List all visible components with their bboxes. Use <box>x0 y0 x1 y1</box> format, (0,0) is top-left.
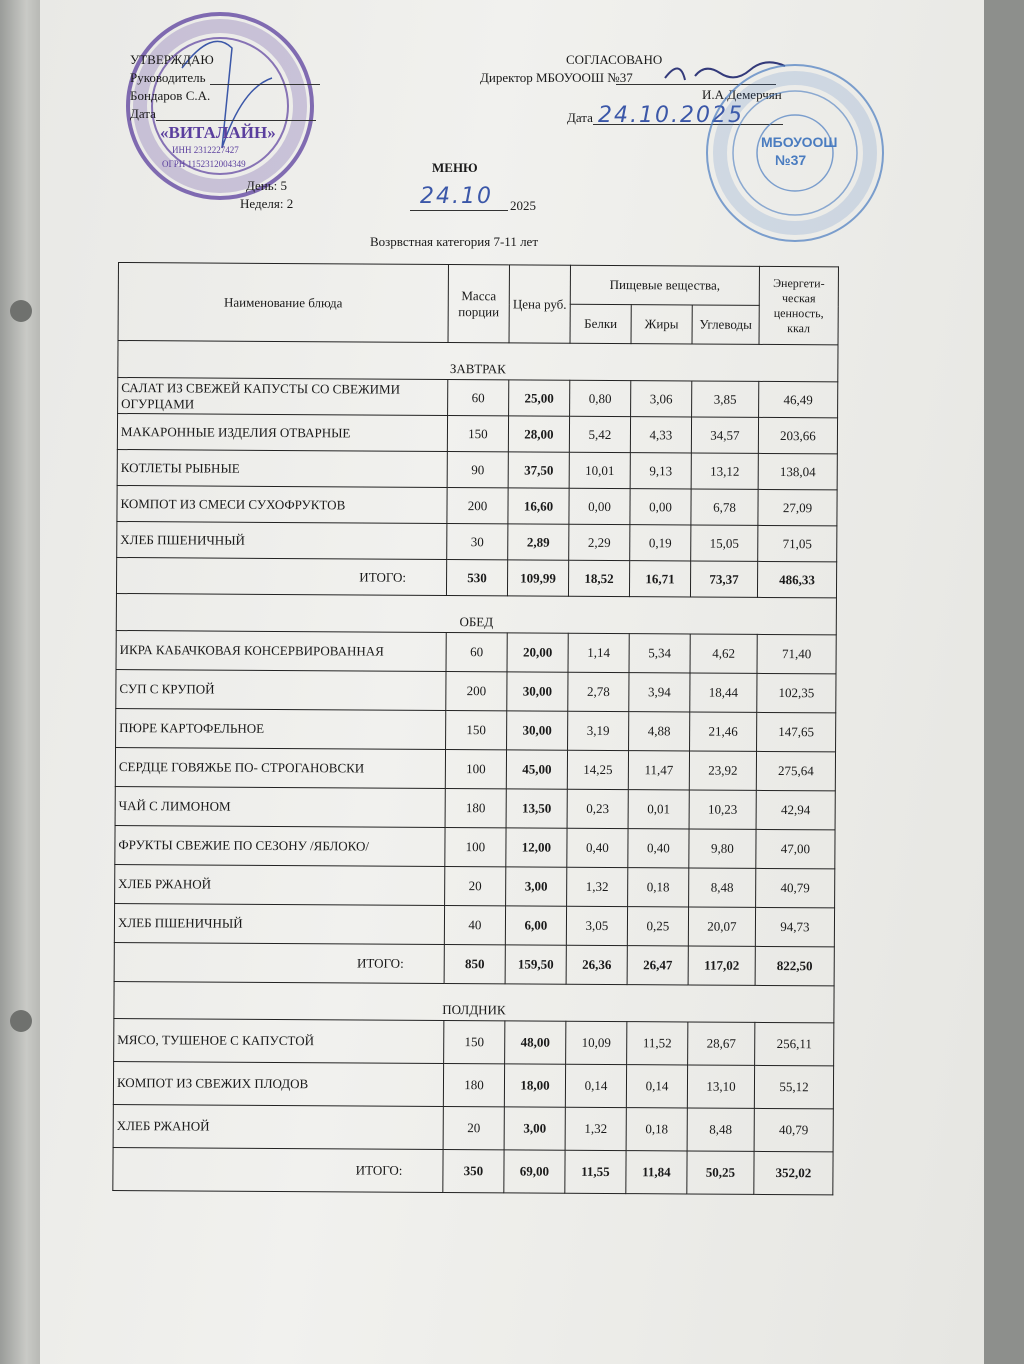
carbs-cell: 20,07 <box>688 907 755 946</box>
price-cell: 6,00 <box>505 906 566 945</box>
total-mass-cell: 530 <box>446 560 507 596</box>
energy-cell: 55,12 <box>754 1065 833 1108</box>
fat-cell: 4,33 <box>630 417 691 453</box>
menu-table <box>112 262 839 1195</box>
energy-cell: 47,00 <box>756 829 835 868</box>
punch-hole <box>10 300 32 322</box>
approve-name: Бондаров С.А. <box>130 88 211 103</box>
table-row <box>113 1061 833 1108</box>
table-row <box>116 669 836 712</box>
protein-cell: 3,05 <box>566 906 627 945</box>
col-energy: Энергети-ческая ценность, ккал <box>759 266 838 344</box>
price-cell: 20,00 <box>507 633 568 672</box>
protein-cell: 0,00 <box>569 488 630 524</box>
total-mass-cell: 350 <box>443 1150 504 1193</box>
price-cell: 3,00 <box>504 1107 565 1150</box>
age-category: Возрвстная категория 7-11 лет <box>370 234 539 249</box>
total-energy-cell: 822,50 <box>755 946 834 985</box>
dish-name-cell: САЛАТ ИЗ СВЕЖЕЙ КАПУСТЫ СО СВЕЖИМИ ОГУРЦАМИ <box>118 378 448 416</box>
stamp-school-name: МБОУООШ <box>761 134 838 150</box>
table-row <box>118 378 838 418</box>
energy-cell: 147,65 <box>757 712 836 751</box>
stamp-company-name: «ВИТАЛАЙН» <box>160 123 276 142</box>
col-price: Цена руб. <box>509 265 570 343</box>
total-row <box>116 557 836 597</box>
total-fat-cell: 26,47 <box>627 946 688 985</box>
protein-cell: 3,19 <box>568 711 629 750</box>
protein-cell: 1,32 <box>567 867 628 906</box>
price-cell: 48,00 <box>505 1021 566 1064</box>
dish-name-cell: ФРУКТЫ СВЕЖИЕ ПО СЕЗОНУ /ЯБЛОКО/ <box>115 825 445 866</box>
protein-cell: 1,14 <box>568 633 629 672</box>
protein-cell: 10,01 <box>569 452 630 488</box>
mass-cell: 200 <box>446 672 507 711</box>
total-carbs-cell: 50,25 <box>687 1151 754 1194</box>
agree-name: И.А.Демерчян <box>702 87 782 102</box>
total-mass-cell: 850 <box>444 945 505 984</box>
menu-week: Неделя: 2 <box>240 196 294 211</box>
fat-cell: 0,14 <box>626 1065 687 1108</box>
punch-hole <box>10 1010 32 1032</box>
energy-cell: 94,73 <box>755 907 834 946</box>
table-row <box>117 449 837 489</box>
agree-date-handwritten: 24.10.2025 <box>598 103 744 128</box>
fat-cell: 5,34 <box>629 634 690 673</box>
col-mass: Масса порции <box>448 265 509 343</box>
dish-name-cell: ХЛЕБ РЖАНОЙ <box>113 1104 443 1149</box>
mass-cell: 100 <box>445 750 506 789</box>
price-cell: 30,00 <box>507 672 568 711</box>
mass-cell: 180 <box>443 1064 504 1107</box>
energy-cell: 42,94 <box>756 790 835 829</box>
binder-sleeve <box>0 0 44 1364</box>
fat-cell: 0,01 <box>628 790 689 829</box>
dish-name-cell: ИКРА КАБАЧКОВАЯ КОНСЕРВИРОВАННАЯ <box>116 630 446 671</box>
carbs-cell: 34,57 <box>691 417 758 453</box>
col-carbs: Углеводы <box>692 305 759 344</box>
fat-cell: 4,88 <box>629 712 690 751</box>
total-fat-cell: 16,71 <box>629 561 690 597</box>
table-row <box>117 485 837 525</box>
table-row <box>116 630 836 673</box>
price-cell: 18,00 <box>504 1064 565 1107</box>
carbs-cell: 4,62 <box>690 634 757 673</box>
dish-name-cell: КОТЛЕТЫ РЫБНЫЕ <box>117 449 447 487</box>
total-price-cell: 159,50 <box>505 945 566 984</box>
energy-cell: 71,40 <box>757 634 836 673</box>
fat-cell: 11,52 <box>627 1022 688 1065</box>
protein-cell: 2,78 <box>568 672 629 711</box>
mass-cell: 150 <box>444 1021 505 1064</box>
protein-cell: 0,14 <box>565 1064 626 1107</box>
table-row <box>116 708 836 751</box>
dish-name-cell: ПЮРЕ КАРТОФЕЛЬНОЕ <box>116 708 446 749</box>
mass-cell: 30 <box>447 524 508 560</box>
price-cell: 3,00 <box>506 867 567 906</box>
section-title: ЗАВТРАК <box>118 341 838 382</box>
carbs-cell: 21,46 <box>690 712 757 751</box>
energy-cell: 40,79 <box>756 868 835 907</box>
carbs-cell: 13,10 <box>687 1065 754 1108</box>
protein-cell: 2,29 <box>569 524 630 560</box>
total-price-cell: 69,00 <box>504 1150 565 1193</box>
protein-cell: 14,25 <box>567 750 628 789</box>
carbs-cell: 3,85 <box>692 381 759 417</box>
mass-cell: 90 <box>447 452 508 488</box>
fat-cell: 11,47 <box>628 751 689 790</box>
total-protein-cell: 18,52 <box>568 560 629 596</box>
protein-cell: 0,40 <box>567 828 628 867</box>
stamp-inn: ИНН 2312227427 <box>172 145 239 155</box>
price-cell: 12,00 <box>506 828 567 867</box>
dish-name-cell: ХЛЕБ РЖАНОЙ <box>115 864 445 905</box>
price-cell: 16,60 <box>508 488 569 524</box>
price-cell: 45,00 <box>506 750 567 789</box>
carbs-cell: 10,23 <box>689 790 756 829</box>
price-cell: 30,00 <box>507 711 568 750</box>
energy-cell: 46,49 <box>759 381 838 417</box>
energy-cell: 27,09 <box>758 489 837 525</box>
fat-cell: 3,94 <box>629 673 690 712</box>
dish-name-cell: КОМПОТ ИЗ СВЕЖИХ ПЛОДОВ <box>113 1061 443 1106</box>
dish-name-cell: МАКАРОННЫЕ ИЗДЕЛИЯ ОТВАРНЫЕ <box>117 414 447 452</box>
total-fat-cell: 11,84 <box>626 1151 687 1194</box>
total-row <box>113 1147 833 1194</box>
carbs-cell: 13,12 <box>691 453 758 489</box>
section-breakfast <box>118 341 838 382</box>
total-dish-name-cell: ИТОГО: <box>116 557 446 595</box>
total-carbs-cell: 73,37 <box>690 561 757 597</box>
mass-cell: 20 <box>445 867 506 906</box>
fat-cell: 0,25 <box>627 907 688 946</box>
protein-cell: 10,09 <box>566 1021 627 1064</box>
mass-cell: 60 <box>446 633 507 672</box>
dish-name-cell: МЯСО, ТУШЕНОЕ С КАПУСТОЙ <box>114 1018 444 1063</box>
protein-cell: 1,32 <box>565 1107 626 1150</box>
menu-date-handwritten: 24.10 <box>420 184 493 209</box>
mass-cell: 180 <box>445 789 506 828</box>
carbs-cell: 15,05 <box>691 525 758 561</box>
mass-cell: 150 <box>446 711 507 750</box>
fat-cell: 0,19 <box>630 525 691 561</box>
energy-cell: 138,04 <box>758 453 837 489</box>
dish-name-cell: СЕРДЦЕ ГОВЯЖЬЕ ПО- СТРОГАНОВСКИ <box>115 747 445 788</box>
protein-cell: 0,23 <box>567 789 628 828</box>
protein-cell: 5,42 <box>569 416 630 452</box>
stamp-school-number: №37 <box>775 152 807 168</box>
agree-title: СОГЛАСОВАНО <box>566 52 663 67</box>
energy-cell: 102,35 <box>757 673 836 712</box>
fat-cell: 3,06 <box>631 381 692 417</box>
stamp-ogrn: ОГРН 1152312004349 <box>162 159 246 169</box>
carbs-cell: 9,80 <box>689 829 756 868</box>
table-row <box>115 825 835 868</box>
dish-name-cell: КОМПОТ ИЗ СМЕСИ СУХОФРУКТОВ <box>117 485 447 523</box>
dish-name-cell: ХЛЕБ ПШЕНИЧНЫЙ <box>117 521 447 559</box>
dish-name-cell: ЧАЙ С ЛИМОНОМ <box>115 786 445 827</box>
total-dish-name-cell: ИТОГО: <box>113 1147 443 1192</box>
total-dish-name-cell: ИТОГО: <box>114 942 444 983</box>
carbs-cell: 8,48 <box>689 868 756 907</box>
approve-date-label: Дата <box>130 106 156 121</box>
energy-cell: 71,05 <box>758 525 837 561</box>
mass-cell: 100 <box>445 828 506 867</box>
dish-name-cell: ХЛЕБ ПШЕНИЧНЫЙ <box>114 903 444 944</box>
menu-day: День: 5 <box>246 178 288 193</box>
total-energy-cell: 352,02 <box>754 1151 833 1194</box>
energy-cell: 275,64 <box>756 751 835 790</box>
fat-cell: 0,00 <box>630 489 691 525</box>
section-snack <box>114 981 834 1022</box>
price-cell: 37,50 <box>508 452 569 488</box>
approve-title: УТВЕРЖДАЮ <box>130 52 214 67</box>
price-cell: 2,89 <box>508 524 569 560</box>
price-cell: 28,00 <box>508 416 569 452</box>
fat-cell: 9,13 <box>630 453 691 489</box>
carbs-cell: 8,48 <box>687 1108 754 1151</box>
table-row <box>114 903 834 946</box>
table-row <box>115 786 835 829</box>
total-protein-cell: 11,55 <box>565 1150 626 1193</box>
protein-cell: 0,80 <box>570 380 631 416</box>
table-row <box>117 521 837 561</box>
mass-cell: 150 <box>447 416 508 452</box>
table-row <box>115 747 835 790</box>
table-row <box>114 1018 834 1065</box>
total-carbs-cell: 117,02 <box>688 946 755 985</box>
agree-date-label: Дата <box>567 110 593 125</box>
agree-role: Директор МБОУООШ №37 <box>480 70 633 85</box>
col-fat: Жиры <box>631 305 692 344</box>
fat-cell: 0,40 <box>628 829 689 868</box>
energy-cell: 256,11 <box>755 1022 834 1065</box>
mass-cell: 200 <box>447 488 508 524</box>
table-row <box>117 414 837 454</box>
carbs-cell: 23,92 <box>689 751 756 790</box>
table-row <box>115 864 835 907</box>
approve-role: Руководитель <box>130 70 206 85</box>
mass-cell: 60 <box>448 380 509 416</box>
section-title: ПОЛДНИК <box>114 981 834 1022</box>
dish-name-cell: СУП С КРУПОЙ <box>116 669 446 710</box>
total-protein-cell: 26,36 <box>566 945 627 984</box>
energy-cell: 40,79 <box>754 1108 833 1151</box>
section-title: ОБЕД <box>116 593 836 634</box>
col-nutrients: Пищевые вещества, <box>570 265 759 305</box>
mass-cell: 20 <box>443 1107 504 1150</box>
fat-cell: 0,18 <box>628 868 689 907</box>
col-name: Наименование блюда <box>118 263 448 343</box>
total-price-cell: 109,99 <box>507 560 568 596</box>
price-cell: 13,50 <box>506 789 567 828</box>
fat-cell: 0,18 <box>626 1108 687 1151</box>
carbs-cell: 18,44 <box>690 673 757 712</box>
col-protein: Белки <box>570 304 631 343</box>
total-row <box>114 942 834 985</box>
menu-year: 2025 <box>510 198 536 213</box>
total-energy-cell: 486,33 <box>757 561 836 597</box>
price-cell: 25,00 <box>509 380 570 416</box>
menu-title: МЕНЮ <box>432 160 478 175</box>
carbs-cell: 6,78 <box>691 489 758 525</box>
section-lunch <box>116 593 836 634</box>
carbs-cell: 28,67 <box>688 1022 755 1065</box>
mass-cell: 40 <box>444 906 505 945</box>
table-row <box>113 1104 833 1151</box>
energy-cell: 203,66 <box>758 417 837 453</box>
